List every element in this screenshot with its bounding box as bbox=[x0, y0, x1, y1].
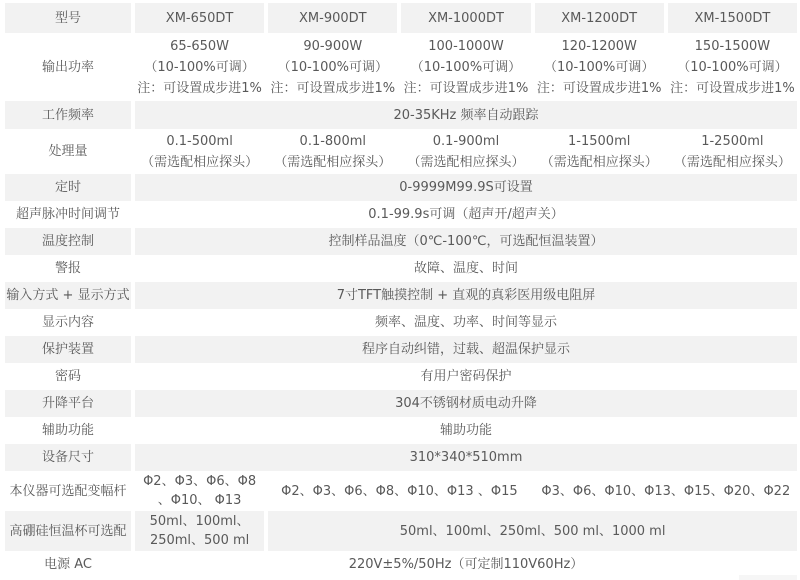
row-label-working-frequency: 工作频率 bbox=[5, 101, 131, 129]
cell-line: 50ml、100ml、250ml、500 ml、1000 ml bbox=[399, 523, 666, 539]
cell-line: 、Φ10、 Φ13 bbox=[157, 493, 242, 508]
spec-row-working-frequency bbox=[5, 101, 797, 129]
spec-row-lifting-platform bbox=[5, 390, 797, 417]
spec-cell-protection-0 bbox=[135, 336, 797, 363]
spec-cell-temperature-control-0 bbox=[135, 228, 797, 255]
cell-line: 注：可设置成步进1% bbox=[536, 80, 662, 96]
cell-line: 250ml、500 ml bbox=[149, 533, 250, 548]
spec-row-timer bbox=[5, 174, 797, 201]
cell-line: 有用户密码保护 bbox=[420, 369, 512, 384]
spec-cell-pulse-0 bbox=[135, 201, 797, 228]
spec-cell-horns-2 bbox=[535, 471, 797, 511]
cell-line: XM-1000DT bbox=[428, 10, 504, 26]
bottom-right-fragment bbox=[739, 575, 797, 580]
spec-cell-processing-capacity-3 bbox=[535, 129, 664, 174]
spec-cell-model-2 bbox=[401, 3, 530, 33]
spec-row-power-supply bbox=[5, 551, 797, 578]
spec-cell-alarm-0 bbox=[135, 255, 797, 282]
spec-row-horns bbox=[5, 471, 797, 511]
row-label-lifting-platform: 升降平台 bbox=[5, 390, 131, 417]
spec-cell-auxiliary-0 bbox=[135, 417, 797, 444]
row-label-protection: 保护装置 bbox=[5, 336, 131, 363]
cell-line: 故障、温度、时间 bbox=[413, 261, 518, 276]
row-label-cups: 高硼硅恒温杯可选配 bbox=[5, 511, 131, 551]
cell-line: 程序自动纠错，过载、超温保护显示 bbox=[361, 342, 570, 357]
cell-line: 注：可设置成步进1% bbox=[670, 80, 795, 96]
cell-line: （10-100%可调） bbox=[144, 59, 255, 75]
spec-cell-display-content-0 bbox=[135, 309, 797, 336]
cell-line: 辅助功能 bbox=[439, 423, 492, 438]
cell-line: 50ml、100ml、 bbox=[149, 514, 250, 529]
spec-row-dimensions bbox=[5, 444, 797, 471]
cell-line: （需选配相应探头） bbox=[540, 154, 658, 170]
cell-line: 220V±5%/50Hz（可定制110V60Hz） bbox=[348, 557, 584, 572]
spec-cell-output-power-3 bbox=[535, 33, 664, 101]
spec-cell-output-power-4 bbox=[668, 33, 797, 101]
row-label-timer: 定时 bbox=[5, 174, 131, 201]
spec-cell-power-supply-0 bbox=[135, 551, 797, 578]
row-label-password: 密码 bbox=[54, 369, 81, 384]
spec-cell-cups-0 bbox=[135, 511, 264, 551]
cell-line: 90-900W bbox=[303, 38, 363, 54]
row-label-display-content: 显示内容 bbox=[41, 315, 94, 330]
cell-line: （10-100%可调） bbox=[543, 59, 655, 75]
cell-line: （10-100%可调） bbox=[277, 59, 388, 75]
spec-cell-processing-capacity-0 bbox=[135, 129, 264, 174]
cell-line: 注：可设置成步进1% bbox=[403, 80, 529, 96]
spec-row-model bbox=[5, 3, 797, 33]
cell-line: XM-900DT bbox=[299, 10, 367, 26]
cell-line: XM-1200DT bbox=[561, 10, 638, 26]
cell-line: 1-1500ml bbox=[568, 133, 631, 149]
spec-cell-lifting-platform-0 bbox=[135, 390, 797, 417]
row-label-processing-capacity: 处理量 bbox=[48, 144, 88, 159]
row-label-temperature-control: 温度控制 bbox=[5, 228, 131, 255]
spec-row-temperature-control bbox=[5, 228, 797, 255]
spec-row-protection bbox=[5, 336, 797, 363]
cell-line: XM-650DT bbox=[165, 10, 234, 26]
spec-cell-output-power-0 bbox=[135, 33, 264, 101]
spec-row-alarm bbox=[5, 255, 797, 282]
spec-cell-model-1 bbox=[268, 3, 397, 33]
cell-line: （10-100%可调） bbox=[410, 59, 522, 75]
row-label-model: 型号 bbox=[5, 3, 131, 33]
spec-cell-processing-capacity-4 bbox=[668, 129, 797, 174]
spec-cell-output-power-1 bbox=[268, 33, 397, 101]
row-label-pulse: 超声脉冲时间调节 bbox=[15, 207, 120, 222]
cell-line: 1-2500ml bbox=[701, 133, 764, 149]
cell-line: 注：可设置成步进1% bbox=[270, 80, 396, 96]
cell-line: （需选配相应探头） bbox=[141, 154, 259, 170]
row-label-output-power: 输出功率 bbox=[41, 59, 94, 75]
spec-cell-processing-capacity-1 bbox=[268, 129, 397, 174]
row-label-alarm: 警报 bbox=[54, 261, 81, 276]
spec-row-output-power bbox=[5, 33, 797, 101]
spec-row-input-display bbox=[5, 282, 797, 309]
cell-line: 65-650W bbox=[170, 38, 230, 54]
spec-row-auxiliary bbox=[5, 417, 797, 444]
spec-row-pulse bbox=[5, 201, 797, 228]
cell-line: （需选配相应探头） bbox=[407, 154, 525, 170]
cell-line: 100-1000W bbox=[428, 38, 504, 54]
cell-line: 310*340*510mm bbox=[409, 450, 523, 465]
cell-line: （需选配相应探头） bbox=[274, 154, 392, 170]
cell-line: 0.1-900ml bbox=[432, 133, 500, 149]
spec-cell-horns-1 bbox=[268, 471, 530, 511]
spec-cell-model-4 bbox=[668, 3, 797, 33]
spec-cell-password-0 bbox=[135, 363, 797, 390]
row-label-horns: 本仪器可选配变幅杆 bbox=[9, 483, 127, 499]
row-label-auxiliary: 辅助功能 bbox=[41, 423, 94, 438]
row-label-input-display: 输入方式 + 显示方式 bbox=[5, 282, 131, 309]
spec-cell-output-power-2 bbox=[401, 33, 530, 101]
cell-line: （需选配相应探头） bbox=[673, 154, 791, 170]
cell-line: 注：可设置成步进1% bbox=[137, 80, 262, 96]
cell-line: 0.1-500ml bbox=[166, 133, 233, 149]
spec-cell-processing-capacity-2 bbox=[401, 129, 530, 174]
row-label-dimensions: 设备尺寸 bbox=[5, 444, 131, 471]
cell-line: 150-1500W bbox=[694, 38, 771, 54]
cell-line: 120-1200W bbox=[561, 38, 637, 54]
row-label-power-supply: 电源 AC bbox=[44, 557, 92, 572]
spec-cell-model-3 bbox=[535, 3, 664, 33]
spec-cell-model-0 bbox=[135, 3, 264, 33]
cell-line: Φ2、Φ3、Φ6、Φ8 bbox=[143, 474, 257, 489]
cell-line: 0-9999M99.9S可设置 bbox=[399, 180, 533, 195]
spec-row-display-content bbox=[5, 309, 797, 336]
cell-line: 控制样品温度（0℃-100℃，可选配恒温装置） bbox=[328, 234, 604, 249]
cell-line: 频率、温度、功率、时间等显示 bbox=[374, 315, 557, 330]
cell-line: 20-35KHz 频率自动跟踪 bbox=[393, 107, 539, 123]
cell-line: Φ3、Φ6、Φ10、Φ13、Φ15、Φ20、Φ22 bbox=[541, 483, 791, 499]
spec-row-processing-capacity bbox=[5, 129, 797, 174]
spec-cell-input-display-0 bbox=[135, 282, 797, 309]
spec-cell-horns-0 bbox=[135, 471, 264, 511]
cell-line: Φ2、Φ3、Φ6、Φ8、Φ10、Φ13 、Φ15 bbox=[281, 483, 518, 499]
spec-row-password bbox=[5, 363, 797, 390]
spec-cell-working-frequency-0 bbox=[135, 101, 797, 129]
cell-line: XM-1500DT bbox=[694, 10, 771, 26]
cell-line: 7寸TFT触摸控制 + 直观的真彩医用级电阻屏 bbox=[336, 288, 596, 303]
spec-cell-dimensions-0 bbox=[135, 444, 797, 471]
cell-line: 0.1-800ml bbox=[299, 133, 367, 149]
spec-cell-cups-1 bbox=[268, 511, 797, 551]
cell-line: 304不锈钢材质电动升降 bbox=[395, 396, 537, 411]
spec-row-cups bbox=[5, 511, 797, 551]
cell-line: （10-100%可调） bbox=[677, 59, 788, 75]
spec-cell-timer-0 bbox=[135, 174, 797, 201]
cell-line: 0.1-99.9s可调（超声开/超声关） bbox=[368, 207, 564, 222]
